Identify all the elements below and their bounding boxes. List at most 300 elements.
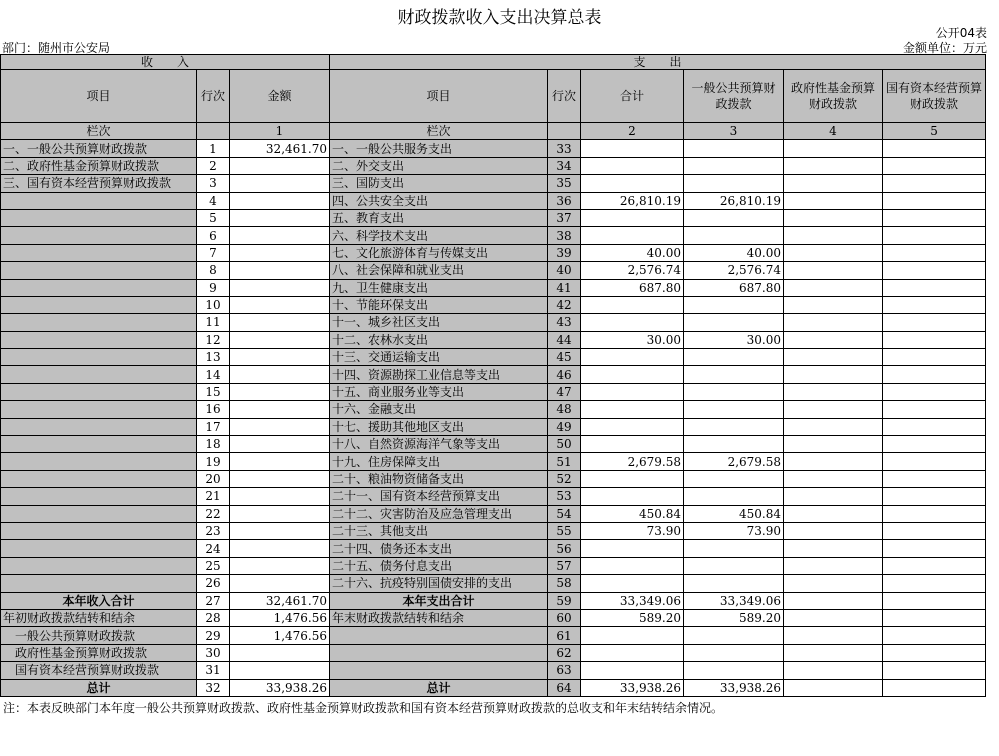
income-item-cell (1, 349, 197, 366)
table-row (1, 662, 986, 679)
expense-item-cell (330, 662, 548, 679)
gov-fund-cell (784, 540, 883, 557)
expense-line-no-cell: 56 (548, 540, 581, 557)
state-capital-cell (883, 296, 986, 313)
income-amount-cell (230, 366, 330, 383)
income-item-cell: 本年收入合计 (1, 592, 197, 609)
expense-item-cell: 十七、援助其他地区支出 (330, 418, 548, 435)
income-amount-cell: 33,938.26 (230, 679, 330, 696)
gov-fund-cell (784, 209, 883, 226)
expense-line-no-cell: 36 (548, 192, 581, 209)
income-item-cell: 政府性基金预算财政拨款 (1, 644, 197, 661)
expense-total-cell (581, 227, 684, 244)
table-row (1, 349, 986, 366)
expense-line-no-cell: 55 (548, 522, 581, 539)
income-amount-cell (230, 175, 330, 192)
general-budget-cell: 26,810.19 (684, 192, 784, 209)
table-row (1, 227, 986, 244)
table-row (1, 575, 986, 592)
state-capital-cell (883, 244, 986, 261)
table-row (1, 244, 986, 261)
income-item-cell (1, 470, 197, 487)
expense-total-cell: 687.80 (581, 279, 684, 296)
col-index-5: 5 (883, 123, 986, 140)
state-capital-cell (883, 279, 986, 296)
income-item-cell (1, 522, 197, 539)
table-row (1, 488, 986, 505)
state-capital-cell (883, 157, 986, 174)
income-item-cell (1, 488, 197, 505)
gov-fund-cell (784, 488, 883, 505)
gov-fund-cell (784, 279, 883, 296)
expense-line-no-cell: 52 (548, 470, 581, 487)
state-capital-cell (883, 540, 986, 557)
expense-total-cell (581, 383, 684, 400)
expense-total-cell (581, 662, 684, 679)
expense-item-cell: 十六、金融支出 (330, 401, 548, 418)
state-capital-cell (883, 366, 986, 383)
income-item-cell: 年初财政拨款结转和结余 (1, 609, 197, 626)
income-line-no-cell: 10 (197, 296, 230, 313)
gov-fund-cell (784, 401, 883, 418)
general-budget-cell (684, 366, 784, 383)
gov-fund-cell (784, 349, 883, 366)
income-amount-cell (230, 192, 330, 209)
state-capital-cell (883, 627, 986, 644)
income-amount-cell: 32,461.70 (230, 592, 330, 609)
expense-line-no-cell: 49 (548, 418, 581, 435)
income-amount-cell (230, 540, 330, 557)
expense-item-cell: 五、教育支出 (330, 209, 548, 226)
expense-total-cell (581, 175, 684, 192)
expense-line-no-cell: 42 (548, 296, 581, 313)
income-item-cell (1, 383, 197, 400)
state-capital-cell (883, 575, 986, 592)
income-line-no-cell: 14 (197, 366, 230, 383)
expense-line-no-cell: 39 (548, 244, 581, 261)
expense-item-cell: 十九、住房保障支出 (330, 453, 548, 470)
gov-fund-cell (784, 557, 883, 574)
general-budget-cell (684, 575, 784, 592)
expense-line-no-cell: 47 (548, 383, 581, 400)
table-row (1, 522, 986, 539)
expense-item-cell (330, 627, 548, 644)
gov-fund-cell (784, 592, 883, 609)
income-line-no-cell: 21 (197, 488, 230, 505)
table-row (1, 540, 986, 557)
state-capital-cell (883, 209, 986, 226)
expense-line-no-header: 行次 (548, 70, 581, 123)
expense-line-no-cell: 38 (548, 227, 581, 244)
income-item-cell (1, 192, 197, 209)
expense-line-no-cell: 63 (548, 662, 581, 679)
state-capital-cell (883, 644, 986, 661)
expense-item-cell: 六、科学技术支出 (330, 227, 548, 244)
gov-fund-cell (784, 470, 883, 487)
state-capital-cell (883, 522, 986, 539)
income-line-no-cell: 15 (197, 383, 230, 400)
income-amount-cell (230, 314, 330, 331)
income-amount-cell (230, 331, 330, 348)
expense-total-cell (581, 140, 684, 157)
expense-total-cell (581, 296, 684, 313)
gov-fund-cell (784, 383, 883, 400)
expense-line-no-cell: 61 (548, 627, 581, 644)
general-budget-cell (684, 175, 784, 192)
income-item-cell (1, 244, 197, 261)
income-amount-header: 金额 (230, 70, 330, 123)
state-capital-cell (883, 453, 986, 470)
gov-fund-cell (784, 331, 883, 348)
state-capital-cell (883, 470, 986, 487)
gov-fund-cell (784, 627, 883, 644)
income-amount-cell (230, 470, 330, 487)
income-amount-cell (230, 557, 330, 574)
general-budget-cell (684, 227, 784, 244)
general-budget-cell (684, 296, 784, 313)
expense-line-no-cell: 50 (548, 436, 581, 453)
state-capital-cell (883, 662, 986, 679)
state-capital-cell (883, 557, 986, 574)
expense-total-cell (581, 488, 684, 505)
table-row (1, 592, 986, 609)
income-item-cell: 一、一般公共预算财政拨款 (1, 140, 197, 157)
general-budget-cell: 589.20 (684, 609, 784, 626)
col-index-2: 2 (581, 123, 684, 140)
table-row (1, 279, 986, 296)
expense-item-header: 项目 (330, 70, 548, 123)
income-item-cell (1, 401, 197, 418)
income-item-cell: 总计 (1, 679, 197, 696)
expense-line-no-cell: 54 (548, 505, 581, 522)
income-amount-cell (230, 401, 330, 418)
income-amount-cell (230, 522, 330, 539)
table-row (1, 262, 986, 279)
income-line-no-cell: 30 (197, 644, 230, 661)
expense-total-cell: 589.20 (581, 609, 684, 626)
gov-fund-cell (784, 314, 883, 331)
income-line-no-cell: 22 (197, 505, 230, 522)
income-line-no-index (197, 123, 230, 140)
expense-item-cell: 十二、农林水支出 (330, 331, 548, 348)
expense-line-no-cell: 60 (548, 609, 581, 626)
state-capital-cell (883, 140, 986, 157)
general-budget-cell (684, 140, 784, 157)
state-capital-cell (883, 314, 986, 331)
income-item-cell (1, 366, 197, 383)
expense-item-cell: 二十四、债务还本支出 (330, 540, 548, 557)
table-row (1, 505, 986, 522)
gov-fund-cell (784, 644, 883, 661)
expense-item-cell: 二十五、债务付息支出 (330, 557, 548, 574)
income-item-header: 项目 (1, 70, 197, 123)
state-capital-cell (883, 262, 986, 279)
income-line-no-cell: 1 (197, 140, 230, 157)
state-capital-cell (883, 609, 986, 626)
income-amount-cell (230, 505, 330, 522)
general-budget-cell: 33,349.06 (684, 592, 784, 609)
gov-fund-cell (784, 175, 883, 192)
expense-item-cell: 二十、粮油物资储备支出 (330, 470, 548, 487)
expense-item-cell: 十、节能环保支出 (330, 296, 548, 313)
expense-line-no-cell: 57 (548, 557, 581, 574)
income-line-no-cell: 5 (197, 209, 230, 226)
income-item-cell (1, 296, 197, 313)
general-budget-cell: 2,576.74 (684, 262, 784, 279)
expense-line-no-cell: 58 (548, 575, 581, 592)
expense-line-no-index (548, 123, 581, 140)
income-line-no-cell: 28 (197, 609, 230, 626)
expense-item-cell: 十三、交通运输支出 (330, 349, 548, 366)
gov-fund-cell (784, 679, 883, 696)
gov-fund-cell (784, 662, 883, 679)
expense-item-cell: 二十三、其他支出 (330, 522, 548, 539)
header-row-column-index (1, 123, 986, 140)
expense-total-cell (581, 557, 684, 574)
general-budget-cell (684, 157, 784, 174)
expense-total-cell (581, 401, 684, 418)
expense-line-no-cell: 64 (548, 679, 581, 696)
expense-total-cell: 40.00 (581, 244, 684, 261)
expense-column-label: 栏次 (330, 123, 548, 140)
income-item-cell (1, 314, 197, 331)
expense-total-cell (581, 436, 684, 453)
general-budget-cell (684, 418, 784, 435)
expense-line-no-cell: 35 (548, 175, 581, 192)
general-budget-cell: 450.84 (684, 505, 784, 522)
expense-line-no-cell: 33 (548, 140, 581, 157)
income-line-no-cell: 18 (197, 436, 230, 453)
state-capital-cell (883, 383, 986, 400)
state-capital-cell (883, 331, 986, 348)
expense-line-no-cell: 46 (548, 366, 581, 383)
income-item-cell (1, 453, 197, 470)
table-row (1, 644, 986, 661)
income-item-cell (1, 279, 197, 296)
expense-line-no-cell: 37 (548, 209, 581, 226)
income-line-no-cell: 2 (197, 157, 230, 174)
gov-fund-cell (784, 227, 883, 244)
income-line-no-cell: 31 (197, 662, 230, 679)
form-number: 公开04表 (935, 26, 987, 40)
income-line-no-cell: 29 (197, 627, 230, 644)
income-item-cell: 三、国有资本经营预算财政拨款 (1, 175, 197, 192)
expense-item-cell: 二十二、灾害防治及应急管理支出 (330, 505, 548, 522)
income-item-cell (1, 209, 197, 226)
table-row (1, 331, 986, 348)
income-line-no-cell: 20 (197, 470, 230, 487)
expense-total-cell (581, 209, 684, 226)
income-amount-cell (230, 383, 330, 400)
income-amount-cell (230, 453, 330, 470)
table-row (1, 157, 986, 174)
general-budget-cell: 40.00 (684, 244, 784, 261)
gov-fund-cell (784, 140, 883, 157)
gov-fund-cell (784, 575, 883, 592)
expense-total-cell: 450.84 (581, 505, 684, 522)
income-amount-cell (230, 227, 330, 244)
expense-item-cell: 年末财政拨款结转和结余 (330, 609, 548, 626)
report-title: 财政拨款收入支出决算总表 (397, 8, 602, 28)
header-row-columns (1, 70, 986, 123)
income-amount-cell: 1,476.56 (230, 609, 330, 626)
expense-item-cell: 十五、商业服务业等支出 (330, 383, 548, 400)
state-capital-cell (883, 436, 986, 453)
income-item-cell (1, 331, 197, 348)
table-row (1, 436, 986, 453)
general-budget-cell: 73.90 (684, 522, 784, 539)
income-line-no-cell: 6 (197, 227, 230, 244)
general-budget-cell (684, 470, 784, 487)
state-capital-cell (883, 488, 986, 505)
table-row (1, 401, 986, 418)
expense-line-no-cell: 53 (548, 488, 581, 505)
general-budget-cell: 687.80 (684, 279, 784, 296)
gov-fund-cell (784, 522, 883, 539)
state-capital-cell (883, 192, 986, 209)
expense-total-cell: 2,576.74 (581, 262, 684, 279)
income-amount-cell (230, 436, 330, 453)
income-item-cell (1, 505, 197, 522)
table-row (1, 627, 986, 644)
general-budget-cell (684, 644, 784, 661)
income-amount-cell (230, 662, 330, 679)
expense-total-cell (581, 418, 684, 435)
expense-total-cell (581, 644, 684, 661)
general-budget-cell: 33,938.26 (684, 679, 784, 696)
income-item-cell (1, 262, 197, 279)
general-budget-cell (684, 662, 784, 679)
income-line-no-cell: 27 (197, 592, 230, 609)
col-index-4: 4 (784, 123, 883, 140)
income-header: 收 入 (1, 55, 330, 70)
income-line-no-cell: 3 (197, 175, 230, 192)
state-capital-cell (883, 401, 986, 418)
income-item-cell: 国有资本经营预算财政拨款 (1, 662, 197, 679)
state-capital-cell (883, 418, 986, 435)
general-budget-cell (684, 436, 784, 453)
expense-total-cell: 33,349.06 (581, 592, 684, 609)
expense-line-no-cell: 43 (548, 314, 581, 331)
expense-item-cell: 八、社会保障和就业支出 (330, 262, 548, 279)
table-row (1, 209, 986, 226)
col-index-3: 3 (684, 123, 784, 140)
general-budget-cell (684, 383, 784, 400)
income-amount-cell (230, 244, 330, 261)
gov-fund-cell (784, 436, 883, 453)
gov-fund-cell (784, 609, 883, 626)
expense-total-cell (581, 575, 684, 592)
income-line-no-cell: 23 (197, 522, 230, 539)
income-line-no-cell: 12 (197, 331, 230, 348)
col-index-1: 1 (230, 123, 330, 140)
expense-total-cell (581, 627, 684, 644)
income-line-no-cell: 19 (197, 453, 230, 470)
gov-fund-cell (784, 192, 883, 209)
expense-item-cell: 十四、资源勘探工业信息等支出 (330, 366, 548, 383)
expense-item-cell: 九、卫生健康支出 (330, 279, 548, 296)
income-line-no-cell: 4 (197, 192, 230, 209)
gov-fund-cell (784, 244, 883, 261)
expense-total-cell (581, 366, 684, 383)
general-budget-cell (684, 209, 784, 226)
expense-line-no-cell: 44 (548, 331, 581, 348)
general-budget-cell (684, 540, 784, 557)
income-line-no-cell: 11 (197, 314, 230, 331)
income-amount-cell: 1,476.56 (230, 627, 330, 644)
expense-total-cell (581, 314, 684, 331)
budget-table (0, 54, 986, 697)
department-label: 部门：随州市公安局 (2, 41, 111, 55)
income-item-cell (1, 436, 197, 453)
table-row (1, 383, 986, 400)
income-amount-cell (230, 575, 330, 592)
income-amount-cell (230, 279, 330, 296)
gov-fund-cell (784, 296, 883, 313)
table-row (1, 679, 986, 696)
expense-item-cell: 十一、城乡社区支出 (330, 314, 548, 331)
income-column-label: 栏次 (1, 123, 197, 140)
expense-total-cell: 30.00 (581, 331, 684, 348)
income-item-cell (1, 418, 197, 435)
gov-fund-cell (784, 157, 883, 174)
gov-fund-cell (784, 418, 883, 435)
gov-fund-cell (784, 366, 883, 383)
general-budget-header: 一般公共预算财政拨款 (684, 70, 784, 123)
income-amount-cell (230, 209, 330, 226)
expense-item-cell: 二、外交支出 (330, 157, 548, 174)
general-budget-cell (684, 314, 784, 331)
table-row (1, 470, 986, 487)
table-row (1, 296, 986, 313)
gov-fund-cell (784, 262, 883, 279)
income-line-no-cell: 16 (197, 401, 230, 418)
income-line-no-cell: 7 (197, 244, 230, 261)
income-line-no-cell: 24 (197, 540, 230, 557)
income-line-no-cell: 9 (197, 279, 230, 296)
income-amount-cell (230, 157, 330, 174)
income-line-no-cell: 32 (197, 679, 230, 696)
state-capital-cell (883, 592, 986, 609)
expense-item-cell: 一、一般公共服务支出 (330, 140, 548, 157)
income-line-no-cell: 8 (197, 262, 230, 279)
expense-line-no-cell: 51 (548, 453, 581, 470)
expense-total-cell: 2,679.58 (581, 453, 684, 470)
income-amount-cell (230, 262, 330, 279)
income-amount-cell (230, 488, 330, 505)
table-row (1, 192, 986, 209)
table-row (1, 418, 986, 435)
state-capital-cell (883, 505, 986, 522)
expense-item-cell: 本年支出合计 (330, 592, 548, 609)
expense-item-cell: 七、文化旅游体育与传媒支出 (330, 244, 548, 261)
expense-total-cell (581, 540, 684, 557)
unit-label: 金额单位：万元 (902, 41, 987, 55)
income-line-no-header: 行次 (197, 70, 230, 123)
income-amount-cell (230, 349, 330, 366)
income-amount-cell (230, 644, 330, 661)
expense-total-cell (581, 349, 684, 366)
expense-item-cell: 三、国防支出 (330, 175, 548, 192)
income-item-cell (1, 557, 197, 574)
expense-line-no-cell: 34 (548, 157, 581, 174)
header-row-sections (1, 55, 986, 70)
expense-line-no-cell: 40 (548, 262, 581, 279)
gov-fund-cell (784, 453, 883, 470)
gov-fund-header: 政府性基金预算财政拨款 (784, 70, 883, 123)
income-item-cell (1, 540, 197, 557)
expense-item-cell: 四、公共安全支出 (330, 192, 548, 209)
